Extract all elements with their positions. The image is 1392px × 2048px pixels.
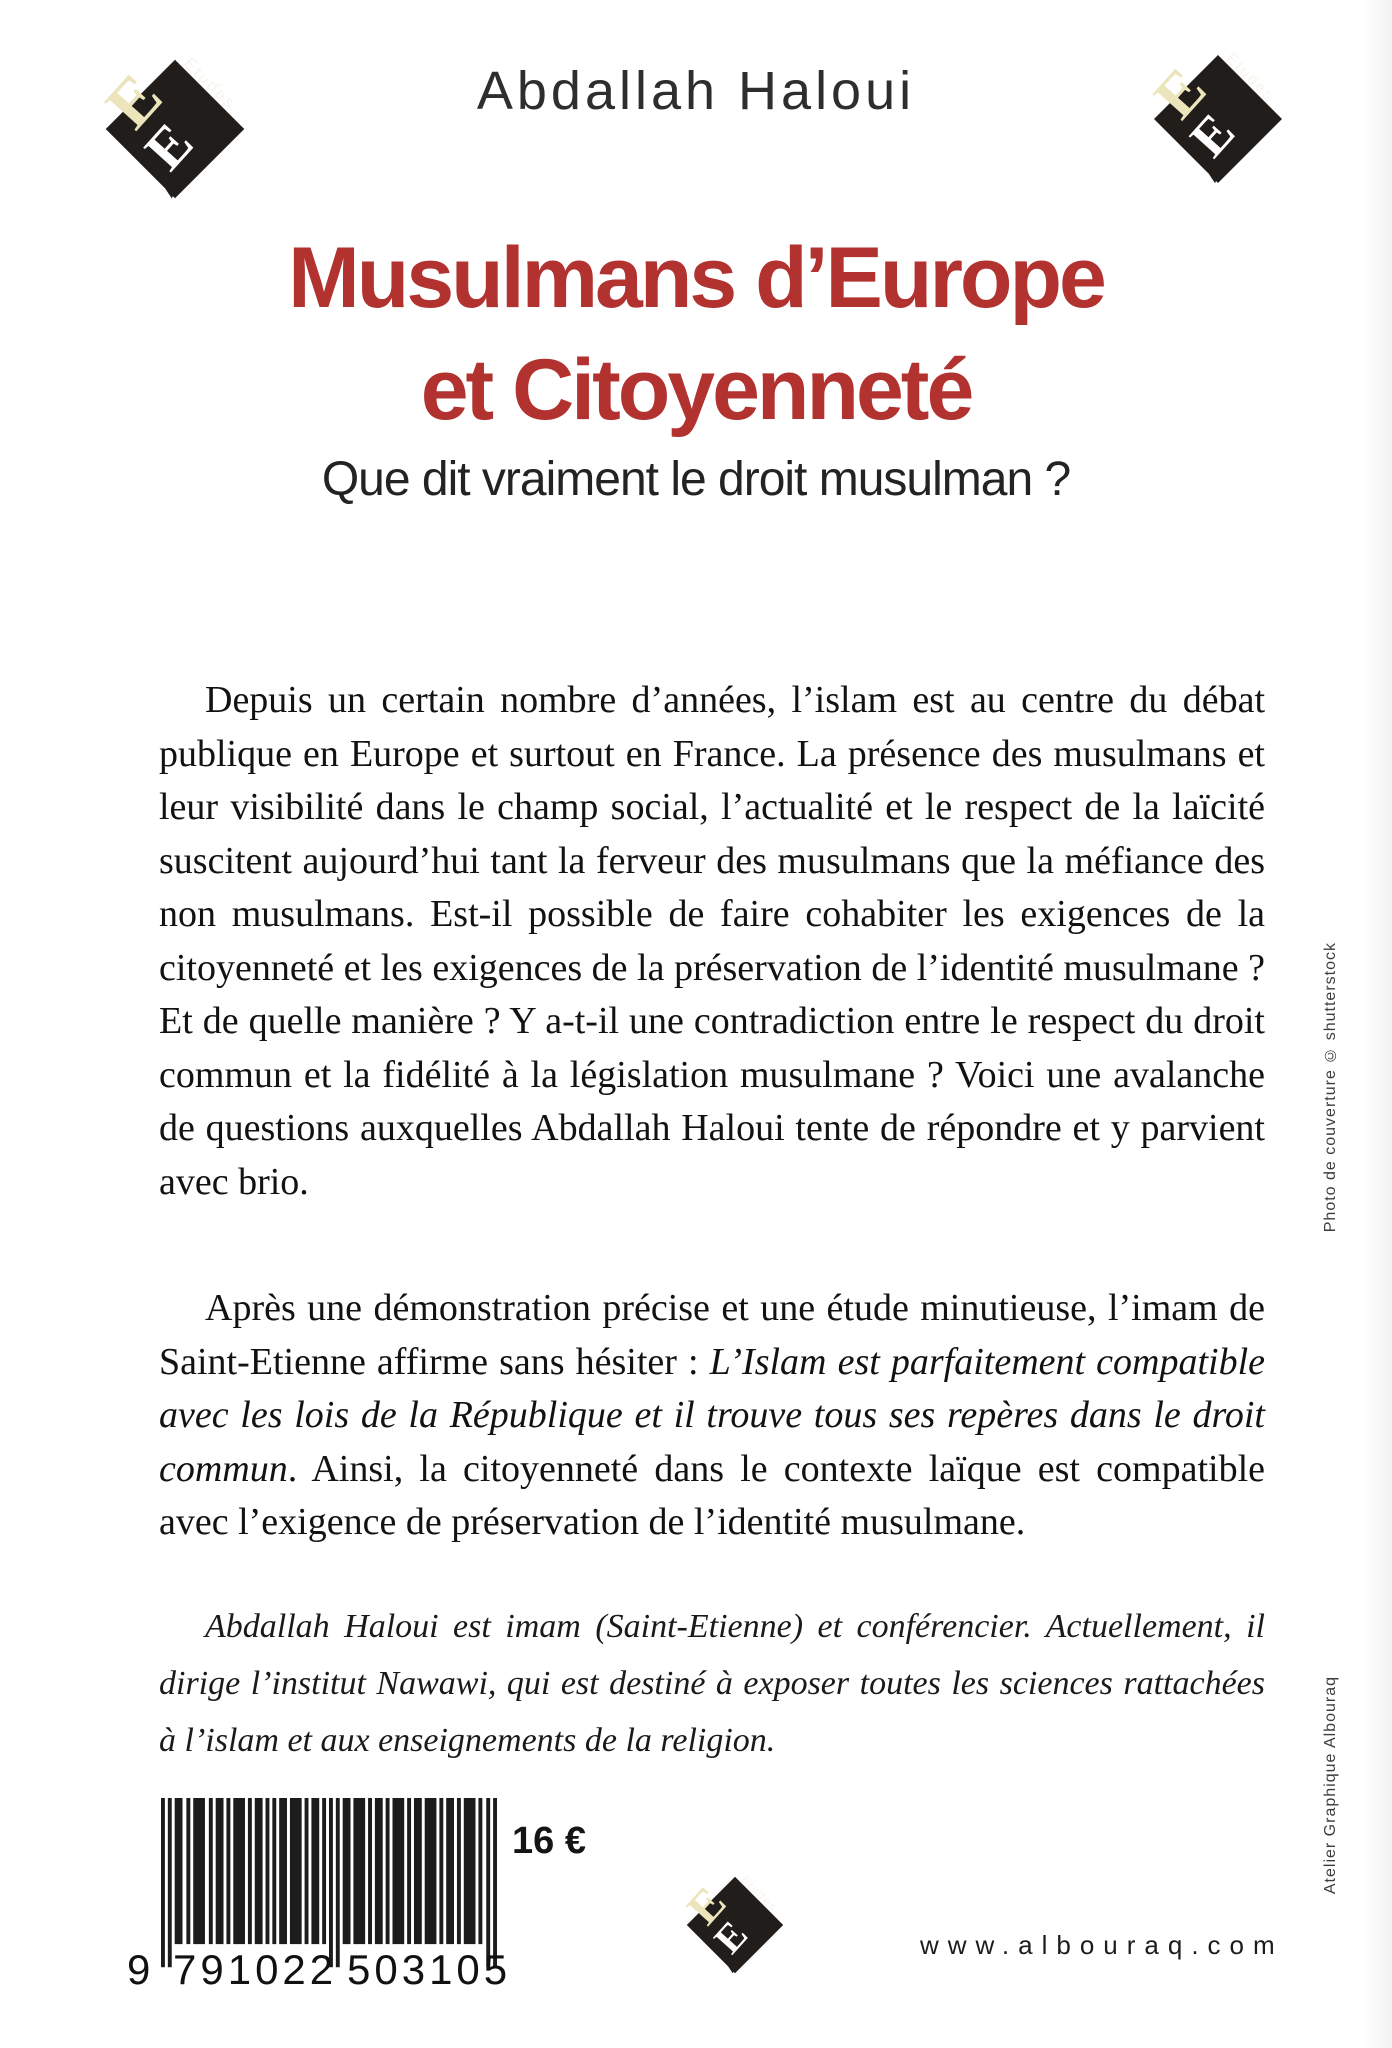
photo-credit-vertical: Photo de couverture © shutterstock [1322,942,1339,1233]
price-label: 16 € [512,1820,586,1862]
scan-edge-shadow [1364,0,1392,2048]
synopsis-paragraph-2 [159,1282,1265,1550]
synopsis-paragraph-2-post: . Ainsi, la citoyenneté dans le contexte laïque est compatible avec l’exigence de préservation de l’identité musulmane. [159,1447,1265,1543]
isbn-digits-group2: 503105 [347,1946,512,1993]
synopsis-quote-italic: L’Islam est parfaitement compatible avec les lois de la République et il trouve tous ses repères dans le droit commun [159,1340,1265,1490]
book-title-line2: et Citoyenneté [420,342,972,438]
atelier-credit-vertical: Atelier Graphique Albouraq [1322,1676,1339,1895]
book-title-line1: Musulmans d’Europe [288,230,1104,326]
etudes-publisher-logo-icon-bottom [680,1854,790,1996]
website-url: www.albouraq.com [920,1930,1284,1960]
book-subtitle: Que dit vraiment le droit musulman ? [321,453,1071,506]
isbn-digit-lead: 9 [127,1946,151,1993]
synopsis-paragraph-1: Depuis un certain nombre d’années, l’islam est au centre du débat publique en Europe et surtout en France. La présence des musulmans et leur visibilité dans le champ social, l’actualité et le respect de la laïcité suscitent aujourd’hui tant la ferveur des musulmans que la méfiance des non musulmans. Est-il possible de faire cohabiter les exigences de la citoyenneté et les exigences de la préservation de l’identité musulmane ? Et de quelle manière ? Y a-t-il une contradiction entre le respect du droit commun et la fidélité à la législation musulmane ? Voici une avalanche de questions auxquelles Abdallah Haloui tente de répondre et y parvient avec brio. [159,679,1265,1203]
author-bio: Abdallah Haloui est imam (Saint-Etienne) et conférencier. Actuellement, il dirige l’institut Nawawi, qui est destiné à exposer toutes les sciences rattachées à l’islam et aux enseignements de la religion. [159,1608,1265,1759]
barcode [105,1794,515,2006]
isbn-digits-group1: 791022 [173,1946,338,1993]
author-name: Abdallah Haloui [476,61,916,121]
synopsis-paragraph-2-pre: Après une démonstration précise et une étude minutieuse, l’imam de Saint-Etienne affirme sans hésiter : [159,1287,1265,1383]
barcode-bars-icon [161,1798,497,1970]
book-title [143,222,1249,446]
